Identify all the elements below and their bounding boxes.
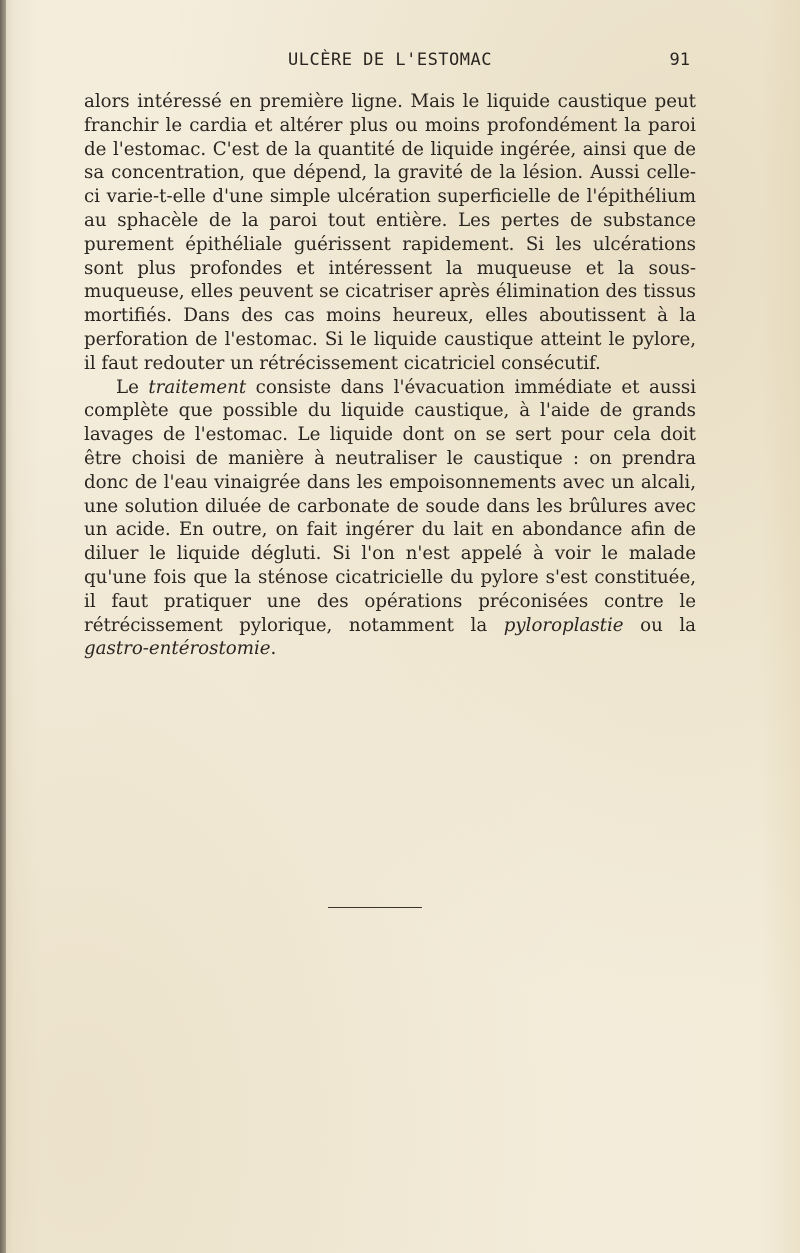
italic-term-traitement: traitement bbox=[148, 376, 247, 398]
paragraph-treatment bbox=[84, 376, 696, 662]
paragraph-text-end: . bbox=[270, 638, 277, 660]
italic-term-pyloroplastie: pyloroplastie bbox=[503, 614, 624, 636]
page-number: 91 bbox=[669, 50, 690, 70]
section-end-rule bbox=[328, 907, 422, 908]
paragraph-continuation: alors intéressé en première ligne. Mais le liquide caustique peut franchir le cardia et altérer plus ou moins profondément la paroi de l'estomac. C'est de la quantité de liquide ingérée, ainsi que de sa concentration, que dépend, la gravité de la lésion. Aussi celle-ci varie-t-elle d'une simple ulcération superficielle de l'épithélium au sphacèle de la paroi tout entière. Les pertes de substance purement épithéliale guérissent rapidement. Si les ulcérations sont plus profondes et intéressent la muqueuse et la sous-muqueuse, elles peuvent se cicatriser après élimination des tissus mortifiés. Dans des cas moins heureux, elles aboutissent à la perforation de l'estomac. Si le liquide caustique atteint le pylore, il faut redouter un rétrécissement cicatriciel consécutif. bbox=[84, 91, 696, 374]
running-header bbox=[84, 50, 696, 72]
running-title: ULCÈRE DE L'ESTOMAC bbox=[288, 50, 492, 70]
body-text bbox=[84, 90, 696, 661]
paragraph-text-b: ou la bbox=[623, 614, 696, 636]
paragraph-lead: Le bbox=[116, 376, 149, 398]
italic-term-gastro-enterostomie: gastro-entérostomie bbox=[84, 638, 271, 660]
book-spine-edge bbox=[0, 0, 6, 1253]
paragraph-text-a: consiste dans l'évacuation immédiate et aussi complète que possible du liquide caustique, à l'aide de grands lavages de l'estomac. Le liquide dont on se sert pour cela doit être choisi de manière à neutraliser le caustique : on prendra donc de l'eau vinaigrée dans les empoisonnements avec un alcali, une solution diluée de carbonate de soude dans les brûlures avec un acide. En outre, on fait ingérer du lait en abondance afin de diluer le liquide dégluti. Si l'on n'est appelé à voir le malade qu'une fois que la sténose cicatricielle du pylore s'est constituée, il faut pratiquer une des opérations préconisées contre le rétrécissement pylorique, notamment la bbox=[84, 376, 697, 636]
